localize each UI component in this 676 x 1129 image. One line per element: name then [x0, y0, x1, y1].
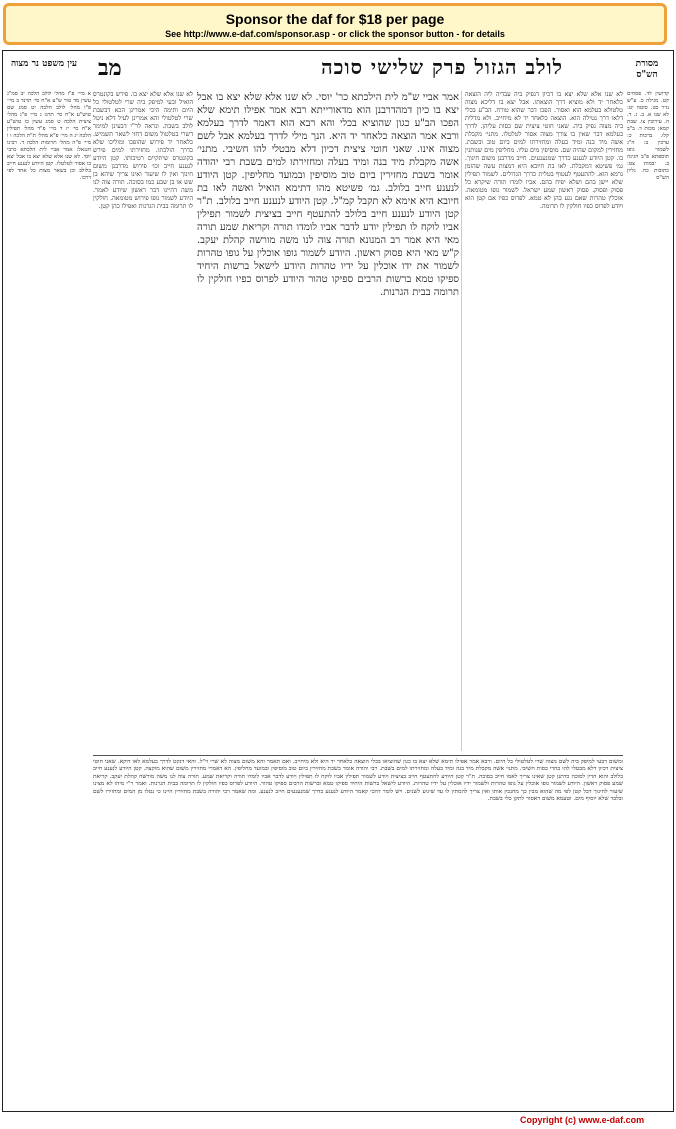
left-margin-notes: א מיי׳ פ"ז מהל׳ לולב הלכה יב סמ"ג עשין מד טור ש"ע א"ח סי׳ תרנד ב מיי׳ פ"ו מהל׳ לולב הלכה יט סמג שם טוש"ע א"ח סי׳ תרנז ג מיי׳ פ"ג מהל׳ ציצית הלכה ט סמג עשין כו טוש"ע א"ח סי׳ יז ד מיי׳ פ"ד מהל׳ תפילין הלכה יג ה מיי׳ פ"א מהל׳ ת"ת הלכה ו ו מיי׳ פ"ה מהל׳ תרומות הלכה ד. רבינו חננאל: אמר אביי לית הלכתא כרבי יוסי. לא שנו אלא שלא יצא בו אבל יצא בו אסור לטלטלו. קטן היודע לנענע חייב בלולב וכן בשאר מצות כל אחד לפי דרכו.: [7, 91, 91, 181]
chapter-header: לולב הגזול פרק שלישי סוכה: [321, 55, 563, 79]
right-margin-notes: קדושין לד. פסחים קט. מגילה כ. ע"ש נזיר כט. סוטה יט: לא שנו א. ב. ג. ד. ה. עירובין צו. שבת קמא: מכות ד. ב"ב קלו. ברכות כ: ערכין ב: ה"ג לשמור גופו תוספתא פ"ב חגיגה ב. יבמות צט: כתובות כח. גליון הש"ס: [627, 91, 669, 181]
sponsor-banner[interactable]: [3, 3, 667, 45]
talmud-page: [2, 50, 674, 1112]
tosafot-commentary: לא שנו אלא שלא יצא בו. פירש בקונטרס הואיל ובעי למיפק ביה שרי לטלטולי כל היום ותימה היכי אמרינן הכא דבשבת שרי לטלטולי והא אמרינן לעיל דלא ניטל לולב בשבת. ונראה לר"י דבעינן למימר דשרי בטלטול משום דחזי לשאר תשמיש. כלאחר יד פירוש שהופכו ומוליכו שלא כדרך הולכתו. מחזירתו למים פירש בקונטרס שיתקיים רטיבותו. קטן היודע לנענע חייב וכו׳ פירוש מדרבנן משום חינוך ואין לו שיעור ואינו צריך שיהא בן שש או בן שבע כמו בסוכה. תורה צוה לנו משה דהיינו דבר ראשון שיודע לאמר. היודע לשמור גופו פירוש מטומאה. חולקין לו תרומה בבית הגרנות ואפילו כהן קטן.: [93, 91, 193, 210]
side-header-right: מסורת הש"ס: [635, 59, 659, 80]
copyright-text: Copyright (c) www.e-daf.com: [520, 1115, 645, 1125]
sponsor-link-text[interactable]: See http://www.e-daf.com/sponsor.asp - or click the sponsor button - for details: [165, 29, 505, 39]
side-header-left: עין משפט נר מצוה: [10, 59, 78, 69]
bottom-commentary: ומשום דבעי למיפק ביה לשם מצוה שרי לטלטולי כל היום. ורבא אמר אפילו תימא שלא יצא בו כגון שהוציאו בכלי הוצאה כלאחר יד היא ולא מיחייב. ואם תאמר והא משום מצוה לא שרי וי"ל. והאי דנקט לדרך בעלמא לאו דוקא. שאני חוטי ציצית דכיון דלא מבטלי להו בהדי כסות חשיבי. מתני׳ אשה מקבלת מיד בנה ומיד בעלה ומחזירתו למים בשבת. רבי יהודה אומר בשבת מחזירין ביום טוב מוסיפין ובמועד מחליפין. הא דאמרי מחזירין משום שהוא מוקצה. קטן היודע לנענע חייב בלולב והוא הדין לסוכה כדתנן קטן שאינו צריך לאמו חייב בסוכה. ת"ר קטן היודע להתעטף חייב בציצית ויודע לשמור תפילין אביו לוקח לו תפילין ויודע לדבר אביו לומדו תורה וקריאת שמע. תורה צוה לנו משה מורשה קהלת יעקב. קריאת שמע פסוק ראשון. היודע לשמור גופו אוכלין על גופו טהרות ולשמור ידיו אוכלין על ידיו טהרות. היודע לישאל ברשות היחיד ספיקו טמא וברשות הרבים ספיקו טהור. היודע לפרוס כפיו חולקין לו תרומה בבית הגרנות. ואמר ר"י מיהו לא מצינו שיעור לחינוך דכל קטן לפי מה שהוא מבין כך מחנכין אותו ואין צריך להמתין לו עד שיגיע לשנים. ויש לומר דהכי קאמר היודע לנענע כדרך שמנענעים חייב לנענע. ומה שאמר רבי יהודה בשבת מחזירין היינו כי נטלו מן המים ומחזירו לשם ובלבד שלא יוסיף מים. וטעמא משום דאסור לתקן כלי בשבת.: [93, 755, 623, 1110]
rashi-commentary: לא שנו אלא שלא יצא בו דכיון דנפיק ביה עבדיה ליה הוצאה כלאחר יד ולא מוציא דרך הוצאתו. אבל יצא בו דליכא מצוה טלטולא בעלמא הוא ואסור. הפכו דבר שהוא טורח. הב"ע בכלי דלאו דרך נטילה הוא. הוצאה כלאחר יד לא מיחייב. ולא מדלית ביה מצוה נפיק ביה. שאני חוטי ציצית שם כסות עליהן. לדרך בעלמא דבר שאין בו צורך מצוה אסור לטלטלו. מתני׳ מקבלת אשה מיד בנה ומיד בעלה ומחזירתו למים ביום טוב ובשבת. מחזירין למקום שהיה שם. מוסיפין מים עליו. מחליפין מים שנותנין בו. קטן היודע לנענע כדרך שמנענעים. חייב מדרבנן משום חינוך. גמ׳ פשיטא דמקבלת. לאו בת חיובא היא דמצות עשה שהזמן גרמא הוא. להתעטף לעטוף בטלית כדרך הגדולים. לשמור תפילין שלא יישן בהם ושלא יפיח בהם. אביו לומדו תורה שיקרא כל פסוק ופסוק. פסוק ראשון שמע ישראל. לשמור גופו מטומאה. אוכלין טהרות שאם נגע בהן לא טמא. לפרוס כפיו אם קטן הוא ויודע לפרוס כפיו חולקין לו תרומה.: [461, 91, 623, 751]
sponsor-title: Sponsor the daf for $18 per page: [225, 11, 445, 27]
main-gemara-text: אמר אביי ש"מ לית הילכתא כר' יוסי. לא שנו אלא שלא יצא בו אבל יצא בו כיון דמהדרבנן הוא מדאורייתא רבא אמר אפילו תימא שלא הפכו הב"ע כגון שהוציא בכלי והא רבא הוא דאמר לדרך בעלמא ורבא אמר הוצאה כלאחר יד היא. הנך מילי לדרך בעלמא אבל לשם מצוה אינו. שאני חוטי ציצית דכיון דלא מבטלי להו חשיבי. מתני׳ אשה מקבלת מיד בנה ומיד בעלה ומחזירתו למים בשבת רבי יהודה אומר בשבת מחזירין ביום טוב מוסיפין ובמועד מחליפין. קטן היודע לנענע חייב בלולב. גמ׳ פשיטא מהו דתימא הואיל ואשה לאו בת חיובא היא אימא לא תקבל קמ"ל. קטן היודע לנענע חייב בלולב. ת"ר קטן היודע לנענע חייב בלולב להתעטף חייב בציצית לשמור תפילין אביו לוקח לו תפילין יודע לדבר אביו לומדו תורה וקריאת שמע תורה מאי היא אמר רב המנונא תורה צוה לנו משה מורשה קהלת יעקב. ק"ש מאי היא פסוק ראשון. היודע לשמור גופו אוכלין על גופו טהרות לשמור את ידו אוכלין על ידיו טהרות היודע לישאל ברשות היחיד ספיקו טמא ברשות הרבים ספיקו טהור היודע לפרוס כפיו חולקין לו תרומה בבית הגרנות.: [197, 92, 459, 298]
folio-number: מב: [98, 55, 122, 81]
